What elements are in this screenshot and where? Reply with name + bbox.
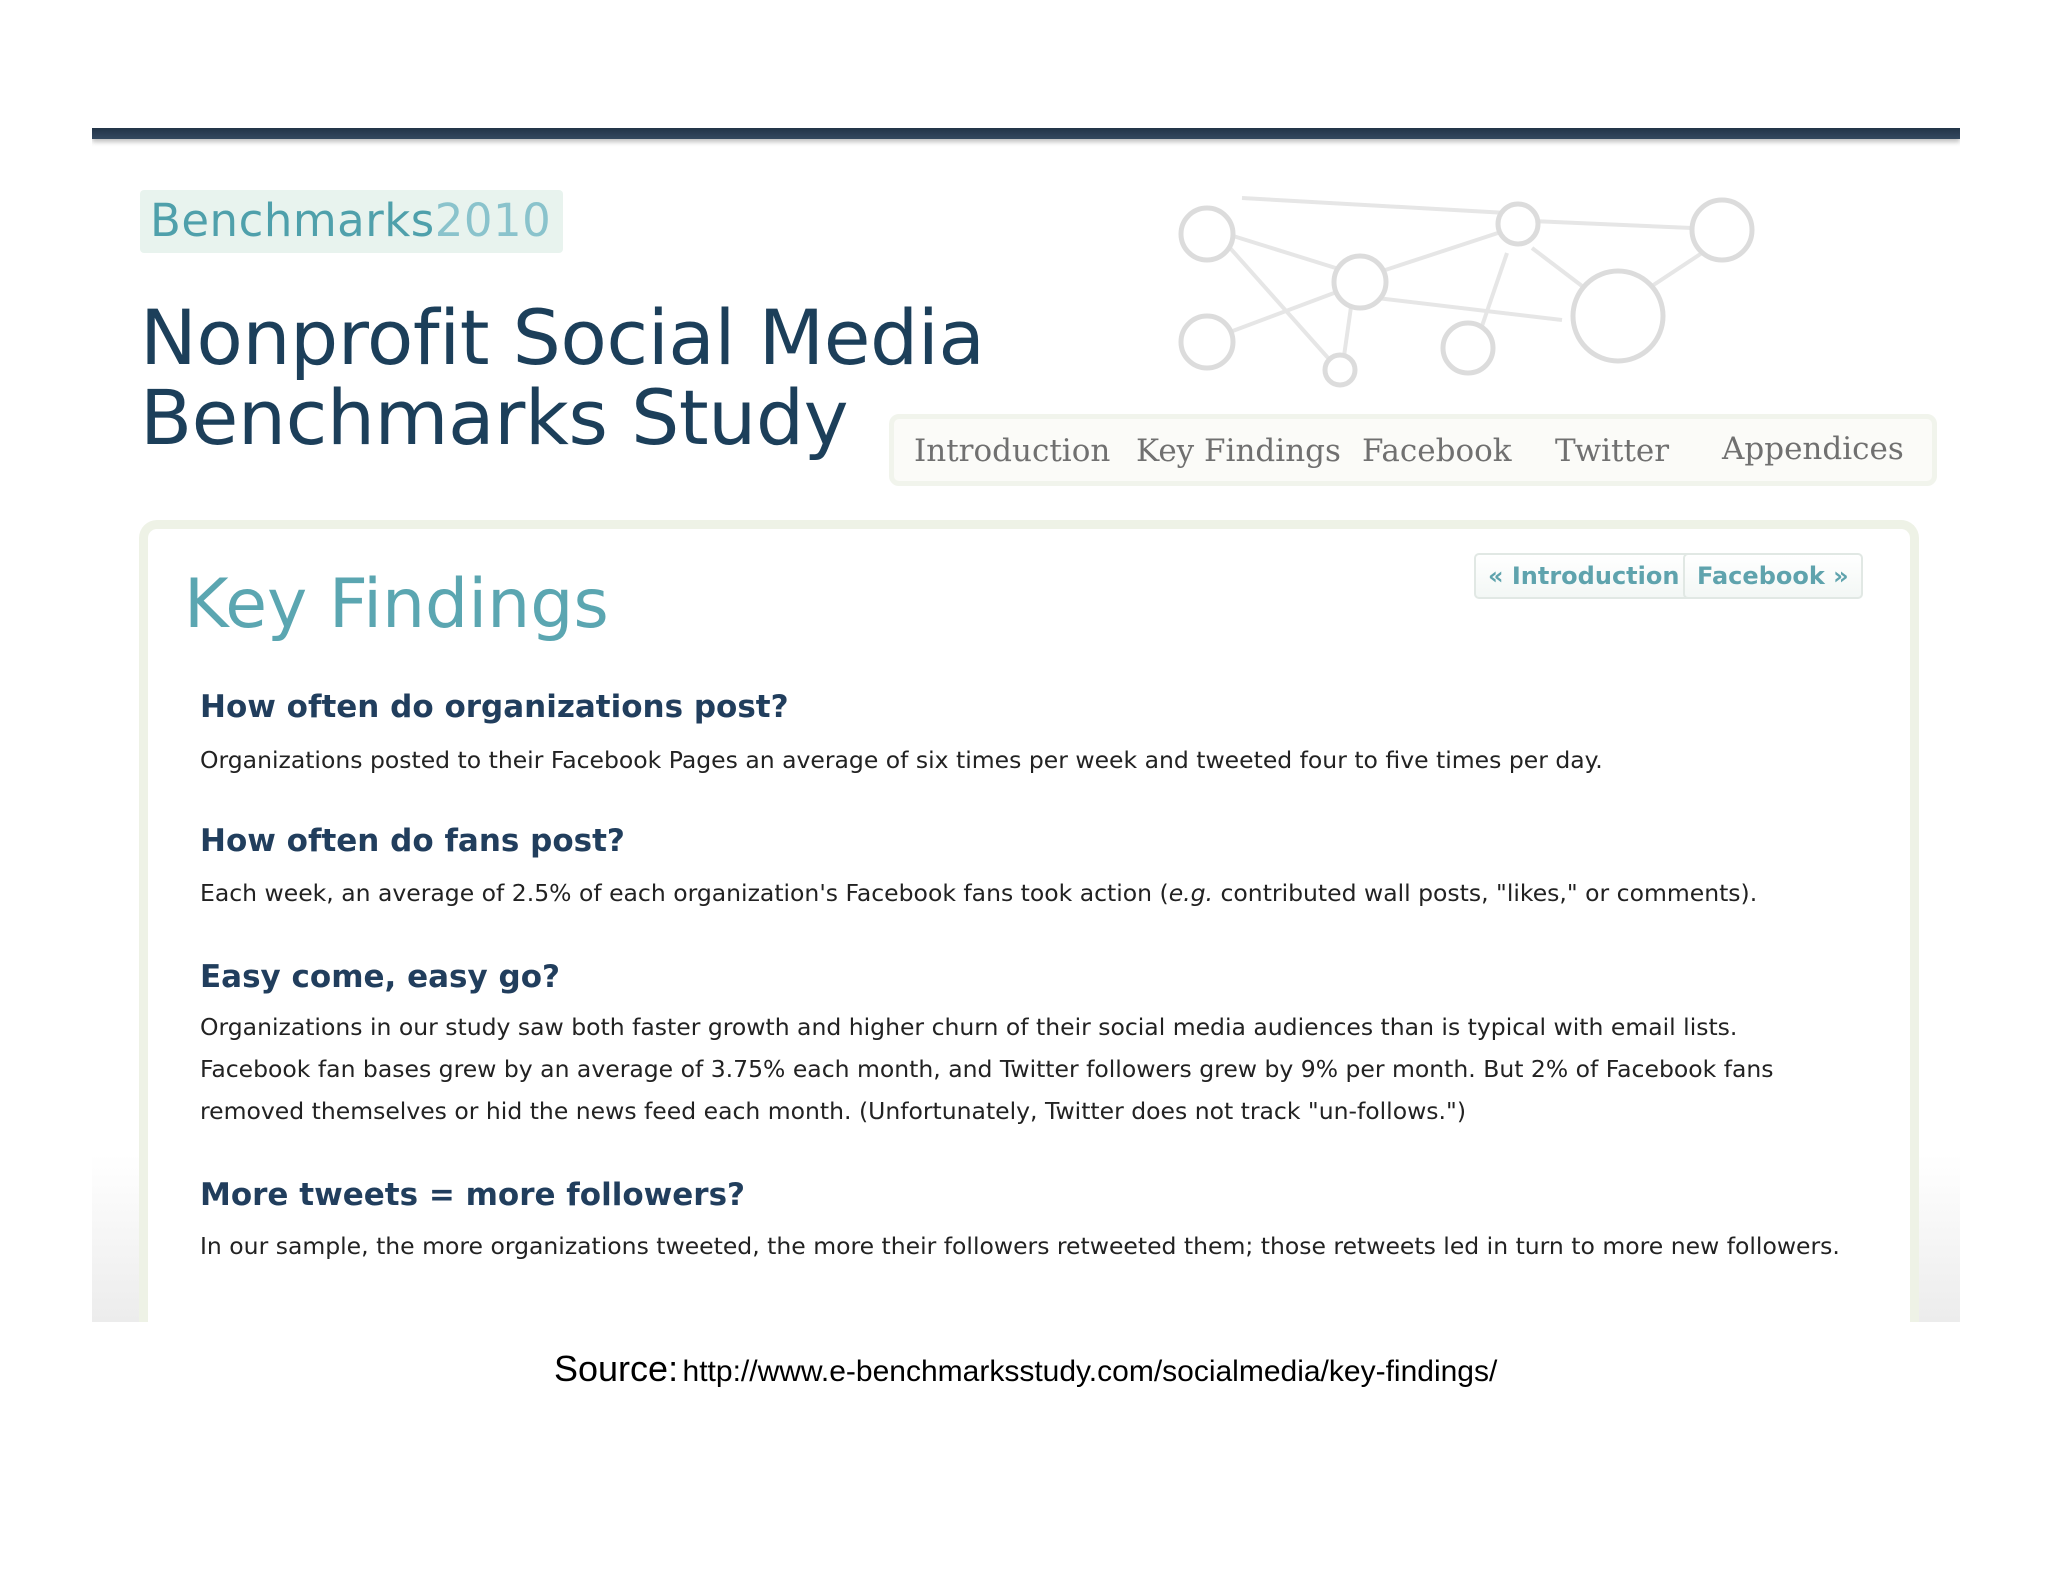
nav-item-key-findings[interactable]: Key Findings	[1136, 433, 1341, 469]
answer-emphasis: e.g.	[1168, 879, 1214, 907]
network-node	[1181, 316, 1233, 368]
brand-year: 2010	[434, 194, 552, 247]
network-node	[1181, 208, 1233, 260]
network-line	[1532, 221, 1692, 228]
network-line	[1532, 248, 1582, 286]
content-panel	[139, 520, 1919, 1322]
network-node	[1498, 204, 1538, 244]
next-page-button[interactable]: Facebook »	[1683, 553, 1863, 599]
finding-answer: Organizations in our study saw both faster growth and higher churn of their social media audiences than is typical with email lists. Facebook fan bases grew by an average of 3.75% each month, and Twitter followers grew by 9% per month. But 2% of Facebook fans removed themselves or hid the news feed each month. (Unfortunately, Twitter does not track "un-follows.")	[200, 1013, 1774, 1125]
finding-question: Easy come, easy go?	[200, 959, 560, 995]
brand-name: Benchmarks	[150, 194, 435, 247]
network-node	[1325, 355, 1355, 385]
nav-item-introduction[interactable]: Introduction	[914, 433, 1111, 469]
finding-question: How often do organizations post?	[200, 689, 789, 725]
network-node	[1573, 271, 1663, 361]
top-bar	[92, 128, 1960, 139]
network-line	[1377, 298, 1562, 320]
network-node	[1334, 256, 1386, 308]
network-line	[1652, 253, 1702, 286]
answer-text: Each week, an average of 2.5% of each organization's Facebook fans took action (	[200, 879, 1169, 907]
network-graphic	[1162, 158, 1922, 458]
nav-item-appendices[interactable]: Appendices	[1722, 431, 1904, 467]
nav-item-twitter[interactable]: Twitter	[1555, 433, 1670, 469]
brand-badge[interactable]	[140, 190, 563, 253]
page-heading: Key Findings	[184, 565, 609, 644]
screenshot-frame	[92, 128, 1960, 1322]
source-url[interactable]: http://www.e-benchmarksstudy.com/socialmedia/key-findings/	[682, 1355, 1498, 1388]
main-nav	[889, 414, 1937, 486]
finding-answer: Organizations posted to their Facebook Pages an average of six times per week and tweeted four to five times per day.	[200, 746, 1603, 774]
finding-answer: In our sample, the more organizations tweeted, the more their followers retweeted them; those retweets led in turn to more new followers.	[200, 1232, 1840, 1260]
network-node	[1443, 323, 1493, 373]
nav-item-facebook[interactable]: Facebook	[1362, 433, 1512, 469]
site-title	[140, 293, 985, 462]
answer-text: contributed wall posts, "likes," or comments).	[1213, 879, 1758, 907]
source-caption	[554, 1348, 1497, 1390]
network-line	[1482, 253, 1507, 326]
site-title-line-1: Nonprofit Social Media	[140, 293, 985, 382]
network-line	[1242, 198, 1507, 213]
network-line	[1367, 230, 1507, 276]
source-label: Source:	[554, 1348, 679, 1389]
network-node	[1692, 200, 1752, 260]
prev-page-button[interactable]: « Introduction	[1474, 553, 1693, 599]
site-title-line-2: Benchmarks Study	[140, 373, 849, 462]
finding-answer	[200, 872, 1840, 914]
finding-question: More tweets = more followers?	[200, 1177, 746, 1213]
finding-question: How often do fans post?	[200, 823, 625, 859]
